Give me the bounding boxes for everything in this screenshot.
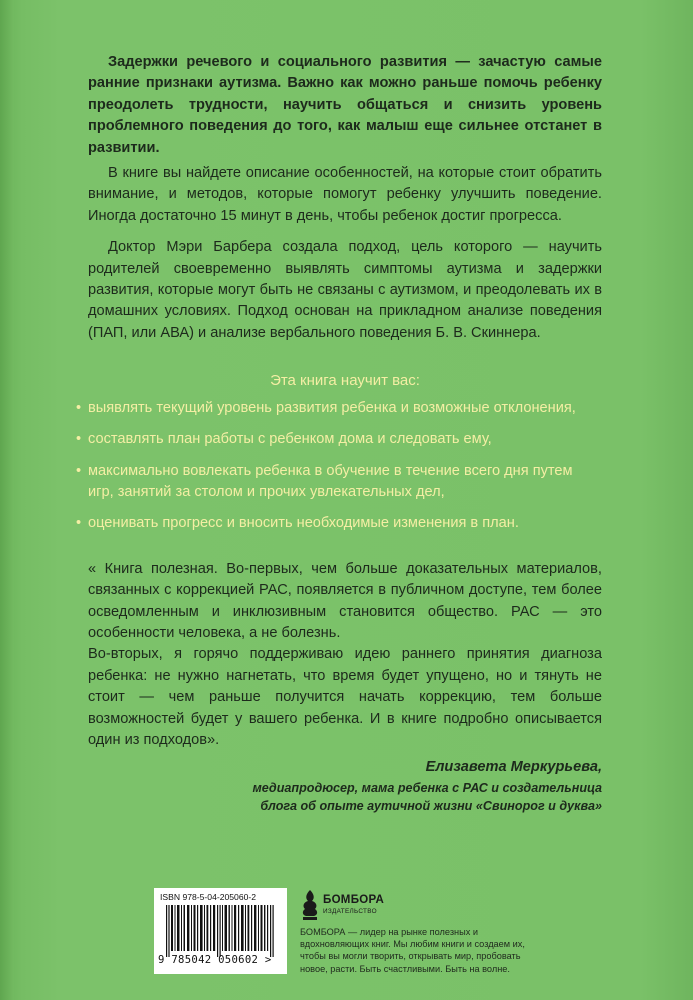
bullet-icon: • [76,515,82,532]
isbn-barcode [154,888,287,974]
review-author-description-line-2: блога об опыте аутичной жизни «Свинорог и дуква» [260,798,602,813]
review-author: Елизавета Меркурьева, [425,759,602,776]
review-author-description-line-1: медиапродюсер, мама ребенка с РАС и создательница [252,780,602,795]
review-quote-part-1: « Книга полезная. Во-первых, чем больше доказательных материалов, связанных с коррекцией РАС, появляется в публичном доступе, тем более осведомленным и инклюзивным становится общество. РАС — это особенности человека, а не болезнь. [88,560,602,641]
barcode-icon [166,905,276,957]
intro-paragraph: Задержки речевого и социального развития — зачастую самые ранние признаки аутизма. Важно как можно раньше помочь ребенку преодолеть трудности, научить общаться и снизить уровень проблемного поведения до того, как малыш еще сильнее отстанет в развитии. [88,54,602,156]
list-item: • оценивать прогресс и вносить необходимые изменения в план. [88,513,602,534]
bullet-icon: • [76,399,82,416]
publisher-name: БОМБОРА [323,894,385,906]
list-item: • составлять план работы с ребенком дома и следовать ему, [88,429,602,450]
list-item: • максимально вовлекать ребенка в обучение в течение всего дня путем игр, занятий за столом и прочих увлекательных дел, [76,462,573,500]
author-approach-paragraph: Доктор Мэри Барбера создала подход, цель которого — научить родителей своевременно выявлять симптомы аутизма и задержки развития, которые могут быть не связаны с аутизмом, и преодолевать их в домашних условиях. Подход основан на прикладном анализе поведения (ПАП, или АВА) и анализе вербального поведения Б. В. Скиннера. [88,239,602,341]
learn-title: Эта книга научит вас: [270,372,420,390]
bombora-logo-icon [300,888,320,922]
learn-list [76,398,602,535]
cover-text [76,52,602,815]
description-paragraph: В книге вы найдете описание особенностей, на которые стоит обратить внимание, и методов, которые помогут ребенку улучшить поведение. Иногда достаточно 15 минут в день, чтобы ребенок достиг прогресса. [88,165,602,224]
publisher-subtitle: ИЗДАТЕЛЬСТВО [323,908,377,915]
isbn-number: ISBN 978-5-04-205060-2 [160,892,257,902]
review-quote-part-2: Во-вторых, я горячо поддерживаю идею раннего принятия диагноза ребенка: не нужно нагнетать, что время будет упущено, но и тянуть не стоит — чем раньше получится начать коррекцию, тем больше возможностей будет у вашего ребенка. И в книге подробно описывается один из подходов». [88,646,602,748]
publisher-blurb: БОМБОРА — лидер на рынке полезных и вдохновляющих книг. Мы любим книги и создаем их, чтобы вы могли творить, открывать мир, пробовать новое, расти. Быть счастливыми. Быть на волне. [300,927,525,974]
spine-edge [0,0,14,1000]
publisher-logo [300,888,400,924]
bullet-icon: • [76,431,82,448]
bullet-icon: • [76,462,82,479]
barcode-number: 9 785042 050602 > [158,954,272,966]
list-item: • выявлять текущий уровень развития ребенка и возможные отклонения, [88,398,602,419]
